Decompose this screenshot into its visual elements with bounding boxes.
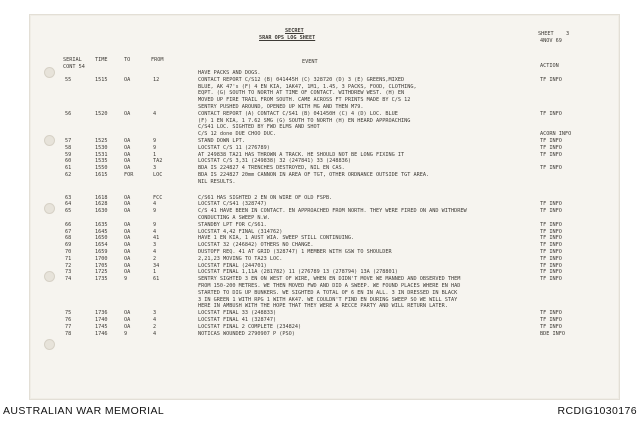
log-cell-action: TF INFO [540, 262, 562, 269]
column-header-time: TIME [95, 57, 108, 63]
log-cell-time: 1635 [95, 221, 108, 228]
log-cell-serial: 57 [65, 138, 72, 144]
log-cell-from: TA2 [153, 158, 163, 165]
footer-reference: RCDIG1030176 [557, 405, 637, 417]
log-cell-event: MOVED UP FIRE TRAIL FROM SOUTH. CAME ACROSS FT PRINTS MADE BY C/S 12 [198, 97, 411, 104]
log-cell-event: HAVE PACKS AND DOGS. [198, 70, 261, 76]
log-cell-time: 1736 [95, 310, 108, 317]
log-cell-action: TF INFO [540, 323, 562, 330]
log-cell-event: LOCSTAT FINAL 1,11A (281782) 11 (276789 13 (278794) 13A (278801) [198, 269, 398, 276]
log-cell-time: 1650 [95, 235, 108, 242]
log-cell-event: CONTACT REPORT (A) CONTACT C/S41 (B) 041450H (C) 4 (D) LOC. BLUE [198, 110, 398, 117]
sheet-label: SHEET [538, 31, 554, 37]
log-cell-time: 1531 [95, 151, 108, 158]
log-cell-action: ACORN INFO [540, 131, 572, 138]
log-cell-to: OA [124, 262, 131, 269]
log-cell-time: 1745 [95, 323, 108, 330]
log-cell-to: OA [124, 151, 131, 158]
log-cell-serial: 63 [65, 194, 72, 201]
log-cell-action: TF INFO [540, 221, 562, 228]
log-cell-action: TF INFO [540, 144, 562, 151]
sheet-number: 3 [566, 31, 570, 37]
log-cell-to: OA [124, 323, 131, 330]
log-cell-time: 1520 [95, 110, 108, 117]
log-cell-action: TF INFO [540, 249, 562, 255]
log-cell-serial: 74 [65, 276, 72, 283]
log-cell-from: 2 [153, 323, 157, 330]
log-cell-time: 1746 [95, 330, 108, 337]
log-cell-from: 3 [153, 165, 157, 172]
log-cell-event: SENTRY PUSHED AROUND, OPENED UP WITH MG AND THEN M79. [198, 104, 364, 110]
log-cell-serial: 60 [65, 158, 72, 165]
log-cell-action: TF INFO [540, 276, 562, 283]
log-cell-action: TF INFO [540, 151, 562, 158]
log-cell-to: OA [124, 255, 131, 262]
footer-source: AUSTRALIAN WAR MEMORIAL [3, 405, 165, 417]
log-cell-to: OA [124, 242, 131, 249]
log-cell-action: TF INFO [540, 138, 562, 144]
log-cell-event: SENTRY SIGHTED 3 EN ON WEST OF WIRE, WHEN EN DIDN'T MOVE WE MANNED AND OBSERVED THEM [198, 276, 461, 283]
log-cell-time: 1535 [95, 158, 108, 165]
punch-holes [44, 15, 56, 399]
log-cell-time: 1525 [95, 138, 108, 144]
log-cell-action: BDE INFO [540, 330, 565, 337]
log-cell-event: C/S 12 done DUE CHOO DUC. [198, 131, 277, 138]
log-cell-from: 4 [153, 110, 157, 117]
log-cell-from: 61 [153, 276, 160, 283]
log-cell-from: 4 [153, 330, 157, 337]
log-cell-event: LOCSTAT C/S41 (328747) [198, 201, 267, 208]
log-cell-serial: 56 [65, 110, 72, 117]
log-cell-to: OA [124, 110, 131, 117]
log-cell-time: 1628 [95, 201, 108, 208]
log-cell-action: TF INFO [540, 110, 562, 117]
log-cell-action: TF INFO [540, 310, 562, 317]
log-cell-to: OA [124, 194, 131, 201]
log-cell-event: LOCSTAT C/S 11 (276789) [198, 144, 270, 151]
log-cell-time: 1740 [95, 317, 108, 323]
log-cell-action: TF INFO [540, 235, 562, 242]
log-cell-from: 4 [153, 249, 157, 255]
log-cell-event: STAND DOWN LPT. [198, 138, 245, 144]
log-cell-serial: 61 [65, 165, 72, 172]
log-cell-to: OA [124, 269, 131, 276]
log-cell-time: 1618 [95, 194, 108, 201]
document-title: 5RAR OPS LOG SHEET [259, 35, 316, 41]
log-cell-time: 1700 [95, 255, 108, 262]
punch-hole [44, 203, 55, 214]
log-cell-serial: 64 [65, 201, 72, 208]
log-cell-event: STARTED TO DIG UP BUNKERS. WE SIGHTED A TOTAL OF 6 EN IN ALL. 3 IN DRESSED IN BLACK [198, 289, 458, 296]
log-cell-event: LOCSTAT C/S 3,31 (249838) 32 (247841) 33 (248836) [198, 158, 352, 165]
log-cell-event: FROM 150-200 METRES. WE THEN MOVED FWD AND DID A SWEEP. WE FOUND PLACES WHERE EN HAD [198, 283, 461, 289]
log-cell-event: HERE IN AMBUSH WITH THE HOPE THAT THEY WERE A RECCE PARTY AND WILL RETURN LATER. [198, 303, 448, 310]
log-cell-time: 1645 [95, 228, 108, 235]
column-header-from: FROM [151, 57, 164, 63]
log-cell-from: 9 [153, 144, 157, 151]
log-cell-to: FOR [124, 172, 134, 178]
log-cell-from: 34 [153, 262, 160, 269]
log-cell-to: OA [124, 76, 131, 83]
log-cell-serial: 77 [65, 323, 72, 330]
log-cell-serial: 75 [65, 310, 72, 317]
column-header-event: EVENT [302, 59, 318, 65]
log-cell-action: TF INFO [540, 165, 562, 172]
log-cell-event: C/S41 LOC. SIGHTED BY FWD ELMS AND SHOT [198, 124, 320, 131]
log-cell-from: 9 [153, 221, 157, 228]
punch-hole [44, 135, 55, 146]
log-cell-event: LOCSTAT FINAL 2 COMPLETE (234824) [198, 323, 302, 330]
log-cell-event: C/S 41 HAVE BEEN IN CONTACT. EN APPROACHED FROM NORTH. THEY WERE FIRED ON AND WITHDREW [198, 208, 467, 215]
log-cell-from: LOC [153, 172, 163, 178]
log-cell-event: NOTICAS WOUNDED 2790907 P (PSO) [198, 330, 295, 337]
log-cell-action: TF INFO [540, 255, 562, 262]
log-cell-action: TF INFO [540, 76, 562, 83]
log-cell-event: CONDUCTING A SWEEP N.W. [198, 215, 270, 221]
log-cell-from: 4 [153, 317, 157, 323]
column-header-serial: SERIAL [63, 57, 82, 63]
log-cell-event: LOCSTAT 4,42 FINAL (314762) [198, 228, 283, 235]
log-cell-serial: 78 [65, 330, 72, 337]
log-cell-to: 9 [124, 330, 128, 337]
log-cell-serial: 65 [65, 208, 72, 215]
log-cell-serial: 69 [65, 242, 72, 249]
log-cell-serial: 66 [65, 221, 72, 228]
log-cell-time: 1630 [95, 208, 108, 215]
log-cell-serial: 72 [65, 262, 72, 269]
log-cell-to: OA [124, 144, 131, 151]
log-cell-serial: 68 [65, 235, 72, 242]
security-classification: SECRET [285, 28, 304, 34]
log-cell-event: BDA IS 224827 20mm CANNON IN AREA OF TGT, OTHER ORDNANCE OUTSIDE TGT AREA. [198, 172, 430, 178]
log-cell-serial: 58 [65, 144, 72, 151]
log-cell-to: OA [124, 249, 131, 255]
log-cell-event: LOCSTAT FINAL 33 (248833) [198, 310, 277, 317]
log-cell-from: 9 [153, 138, 157, 144]
log-cell-from: 3 [153, 242, 157, 249]
log-sheet [29, 14, 620, 400]
log-cell-event: LOCSTAT FINAL (244701) [198, 262, 267, 269]
log-cell-action: TF INFO [540, 242, 562, 249]
column-header-to: TO [124, 57, 131, 63]
log-cell-from: FCC [153, 194, 163, 201]
log-cell-event: BDA IS 224827 4 TRENCHES DESTROYED, NIL EN CAS. [198, 165, 345, 172]
log-cell-to: OA [124, 138, 131, 144]
column-header-action: ACTION [540, 63, 559, 69]
log-cell-event: STANDBY LPT FOR C/S61. [198, 221, 267, 228]
log-cell-serial: 76 [65, 317, 72, 323]
log-cell-event: HAVE 1 EN KIA, 1 AUST WIA. SWEEP STILL CONTINUING. [198, 235, 355, 242]
log-cell-time: 1530 [95, 144, 108, 151]
log-cell-to: OA [124, 208, 131, 215]
log-cell-from: 3 [153, 310, 157, 317]
log-cell-event: 3 IN GREEN 1 WITH RPG 1 WITH AK47. WE COULDN'T FIND EN DURING SWEEP SO WE WILL STAY [198, 296, 458, 303]
log-cell-from: 41 [153, 235, 160, 242]
log-cell-serial: 62 [65, 172, 72, 178]
log-cell-event: CONTACT REPORT C/S12 (B) 041445H (C) 328720 (D) 3 (E) GREENS,MIXED [198, 76, 405, 83]
log-cell-from: 4 [153, 228, 157, 235]
log-cell-time: 1659 [95, 249, 108, 255]
log-cell-to: OA [124, 235, 131, 242]
log-cell-to: OA [124, 165, 131, 172]
log-cell-to: OA [124, 158, 131, 165]
log-cell-serial: 71 [65, 255, 72, 262]
log-cell-serial: 73 [65, 269, 72, 276]
log-cell-event: C/S61 HAS SIGHTED 2 EN ON WIRE OF OLD FSPB. [198, 194, 333, 201]
log-cell-serial: 55 [65, 76, 72, 83]
punch-hole [44, 271, 55, 282]
log-cell-action: TF INFO [540, 208, 562, 215]
log-cell-event: DUSTOFF REQ. 41 AT GRID (328747) 1 MEMBER WITH GSW TO SHOULDER [198, 249, 392, 255]
log-cell-event: EQPT. (G) SOUTH TO NORTH AT TIME OF CONTACT. WITHDREW WEST. (H) EN [198, 90, 405, 97]
punch-hole [44, 67, 55, 78]
log-cell-to: OA [124, 201, 131, 208]
punch-hole [44, 339, 55, 350]
log-cell-time: 1550 [95, 165, 108, 172]
log-cell-from: 2 [153, 255, 157, 262]
log-cell-event: AT 249838 TA21 HAS THROWN A TRACK. HE SHOULD NOT BE LONG FIXING IT [198, 151, 405, 158]
log-cell-serial: 59 [65, 151, 72, 158]
log-cell-to: OA [124, 310, 131, 317]
log-cell-event: LOCSTAT FINAL 41 (328747) [198, 317, 277, 323]
log-cell-action: TF INFO [540, 269, 562, 276]
log-cell-time: 1654 [95, 242, 108, 249]
log-cell-from: 4 [153, 201, 157, 208]
log-cell-event: NIL RESULTS. [198, 178, 236, 185]
log-cell-action: TF INFO [540, 228, 562, 235]
log-cell-to: OA [124, 221, 131, 228]
log-cell-event: 2,21,23 MOVING TO TA23 LOC. [198, 255, 283, 262]
log-cell-serial: 70 [65, 249, 72, 255]
log-cell-from: 9 [153, 208, 157, 215]
log-cell-from: 12 [153, 76, 160, 83]
log-cell-event: (F) 1 EN KIA, 1 7.62 SMG (G) SOUTH TO NORTH (H) EN HEARD APPROACHING [198, 117, 411, 124]
log-cell-to: 9 [124, 276, 128, 283]
sheet-date: 4NOV 69 [540, 38, 562, 44]
log-cell-time: 1515 [95, 76, 108, 83]
continuation-note: CONT 54 [63, 64, 85, 70]
log-cell-time: 1735 [95, 276, 108, 283]
log-cell-time: 1725 [95, 269, 108, 276]
log-cell-from: 1 [153, 269, 157, 276]
log-cell-time: 1615 [95, 172, 108, 178]
log-cell-serial: 67 [65, 228, 72, 235]
log-cell-time: 1705 [95, 262, 108, 269]
log-cell-to: OA [124, 317, 131, 323]
log-cell-action: TF INFO [540, 317, 562, 323]
log-cell-event: BLUE, AK 47's (F) 4 EN KIA, 1AK47, 1M1, 1.45, 3 PACKS, FOOD, CLOTHING, [198, 83, 417, 90]
log-cell-action: TF INFO [540, 201, 562, 208]
log-cell-to: OA [124, 228, 131, 235]
log-cell-from: 1 [153, 151, 157, 158]
log-cell-event: LOCSTAT 32 (246842) OTHERS NO CHANGE. [198, 242, 314, 249]
